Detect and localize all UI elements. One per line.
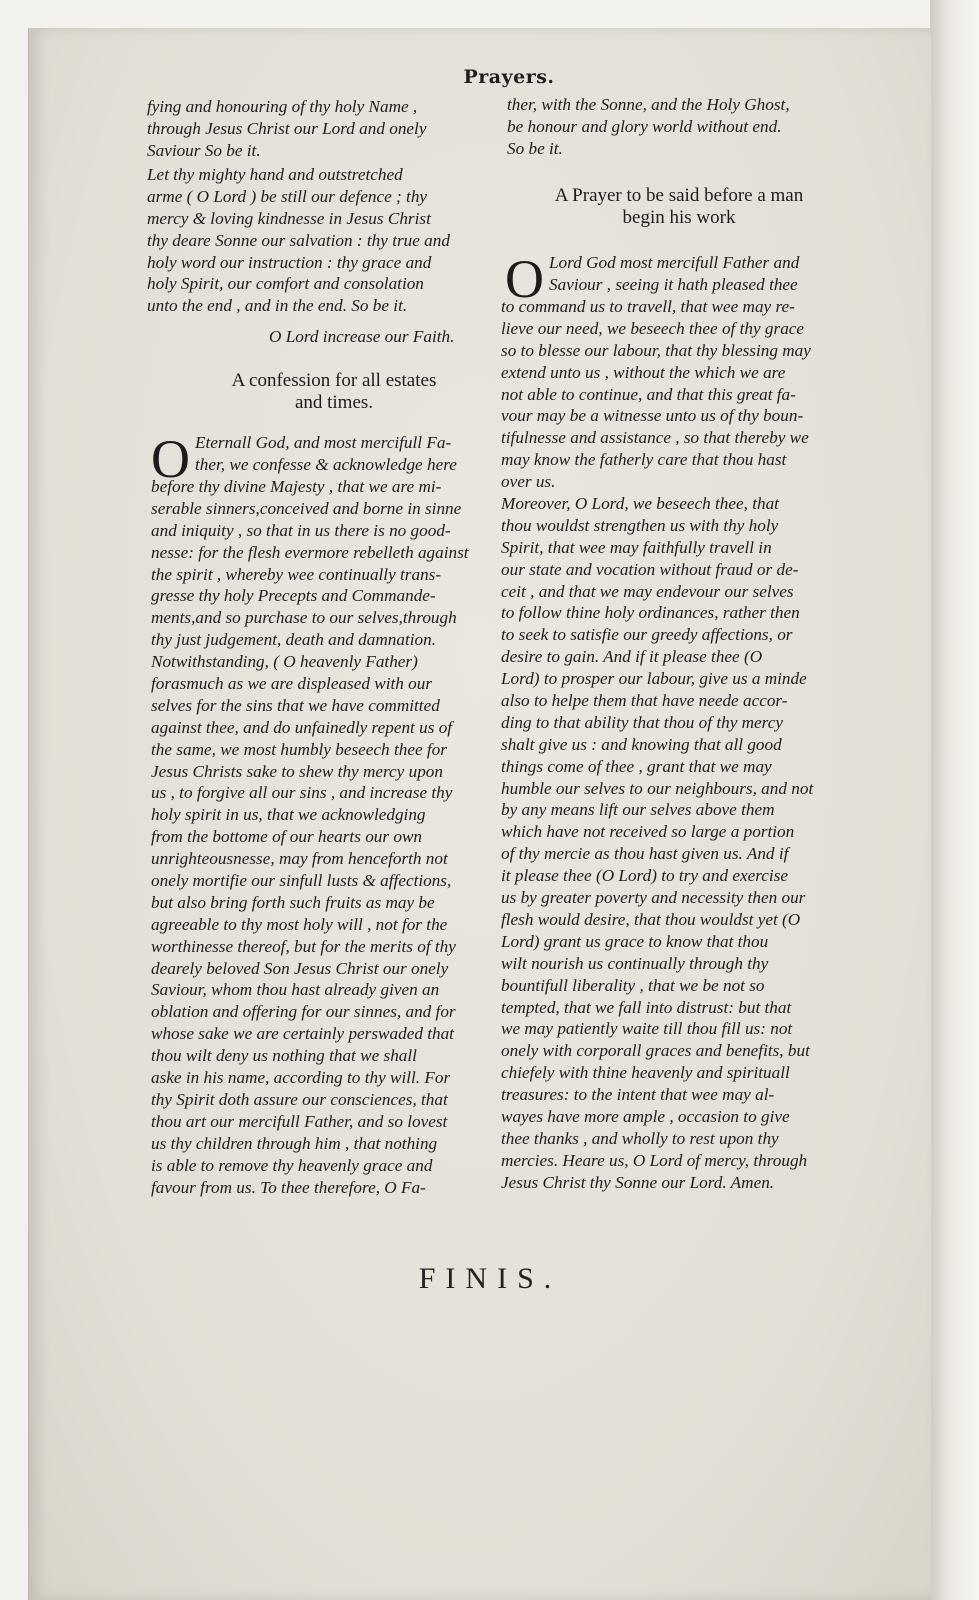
left-signoff: O Lord increase our Faith. bbox=[269, 327, 455, 346]
text-line: us , to forgive all our sins , and increase thy bbox=[151, 783, 453, 803]
text-line: selves for the sins that we have committed bbox=[151, 695, 440, 715]
text-line: unrighteousnesse, may from henceforth not bbox=[151, 849, 448, 869]
text-line: Spirit, that wee may faithfully travell in bbox=[501, 537, 772, 557]
text-line: nesse: for the flesh evermore rebelleth against bbox=[151, 542, 469, 562]
text-line: Jesus Christ thy Sonne our Lord. Amen. bbox=[501, 1172, 775, 1192]
text-line: by any means lift our selves above them bbox=[501, 800, 775, 820]
text-line: Saviour, whom thou hast already given an bbox=[151, 980, 440, 1000]
finis: FINIS. bbox=[418, 1262, 562, 1295]
text-line: desire to gain. And if it please thee (O bbox=[501, 647, 763, 667]
text-line: thy Spirit doth assure our consciences, that bbox=[151, 1089, 448, 1109]
text-line: fying and honouring of thy holy Name , bbox=[147, 97, 418, 116]
right-dropcap-lines bbox=[549, 252, 859, 296]
text-line: our state and vocation without fraud or de- bbox=[501, 559, 799, 579]
text-line: serable sinners,conceived and borne in sinne bbox=[151, 498, 462, 518]
text-line: ceit , and that we may endevour our selves bbox=[501, 581, 794, 601]
text-line: it please thee (O Lord) to try and exercise bbox=[501, 866, 789, 886]
text-line: to seek to satisfie our greedy affections, or bbox=[501, 625, 793, 645]
text-line: Jesus Christs sake to shew thy mercy upon bbox=[151, 761, 443, 781]
text-line: aske in his name, according to thy will. For bbox=[151, 1068, 451, 1088]
text-line: the same, we most humbly beseech thee for bbox=[151, 739, 447, 759]
text-line: things come of thee , grant that we may bbox=[501, 756, 772, 776]
text-line: us thy children through him , that nothing bbox=[151, 1133, 438, 1153]
text-line: arme ( O Lord ) be still our defence ; thy bbox=[147, 186, 428, 206]
left-dropcap-lines bbox=[195, 432, 507, 476]
text-line: so to blesse our labour, that thy blessing may bbox=[501, 340, 811, 360]
text-line: chiefely with thine heavenly and spirituall bbox=[501, 1063, 790, 1083]
text-line: wayes have more ample , occasion to give bbox=[501, 1106, 790, 1126]
left-heading-line: and times. bbox=[294, 391, 374, 413]
left-heading-line: A confession for all estates bbox=[231, 370, 437, 391]
text-line: to follow thine holy ordinances, rather then bbox=[501, 603, 800, 623]
text-line: thy just judgement, death and damnation. bbox=[151, 630, 436, 650]
text-line: onely with corporall graces and benefits, but bbox=[501, 1041, 810, 1061]
text-line: Lord God most mercifull Father and bbox=[549, 253, 800, 272]
right-column-prayer bbox=[501, 296, 859, 1194]
text-line: treasures: to the intent that wee may al- bbox=[501, 1085, 775, 1105]
text-line: ding to that ability that thou of thy mercy bbox=[501, 712, 783, 732]
text-line: through Jesus Christ our Lord and onely bbox=[147, 118, 427, 138]
text-line: to command us to travell, that wee may re- bbox=[501, 297, 795, 316]
book-edge bbox=[930, 0, 979, 1600]
book-page bbox=[28, 28, 931, 1600]
text-line: before thy divine Majesty , that we are mi- bbox=[151, 477, 442, 496]
right-heading bbox=[519, 184, 839, 228]
text-line: we may patiently waite till thou fill us: not bbox=[501, 1019, 793, 1039]
text-line: Notwithstanding, ( O heavenly Father) bbox=[151, 652, 418, 672]
text-line: whose sake we are certainly perswaded that bbox=[151, 1024, 454, 1044]
text-line: holy word our instruction : thy grace and bbox=[147, 252, 432, 272]
text-line: but also bring forth such fruits as may be bbox=[151, 892, 435, 912]
text-line: may know the fatherly care that thou hast bbox=[501, 450, 787, 470]
text-line: vour may be a witnesse unto us of thy boun- bbox=[501, 406, 804, 426]
text-line: favour from us. To thee therefore, O Fa- bbox=[151, 1177, 426, 1197]
text-line: thy deare Sonne our salvation : thy true and bbox=[147, 230, 450, 250]
text-line: ther, with the Sonne, and the Holy Ghost, bbox=[507, 95, 790, 114]
text-line: dearely beloved Son Jesus Christ our onely bbox=[151, 958, 449, 978]
text-line: gresse thy holy Precepts and Commande- bbox=[151, 586, 436, 606]
text-line: thou wouldst strengthen us with thy holy bbox=[501, 515, 779, 535]
text-line: unto the end , and in the end. So be it. bbox=[147, 296, 408, 316]
text-line: also to helpe them that have neede accor- bbox=[501, 691, 788, 711]
text-line: onely mortifie our sinfull lusts & affections, bbox=[151, 871, 452, 891]
text-line: ments,and so purchase to our selves,through bbox=[151, 608, 457, 628]
left-dropcap: O bbox=[151, 429, 190, 489]
text-line: thou wilt deny us nothing that we shall bbox=[151, 1046, 417, 1066]
text-line: worthinesse thereof, but for the merits of thy bbox=[151, 936, 456, 956]
text-line: thee thanks , and wholly to rest upon thy bbox=[501, 1128, 779, 1148]
text-line: tempted, that we fall into distrust: but that bbox=[501, 997, 792, 1017]
text-line: Saviour So be it. bbox=[147, 140, 261, 160]
text-line: which have not received so large a portion bbox=[501, 822, 795, 842]
text-line: mercy & loving kindnesse in Jesus Christ bbox=[147, 208, 431, 228]
text-line: Lord) to prosper our labour, give us a minde bbox=[501, 669, 807, 689]
text-line: humble our selves to our neighbours, and not bbox=[501, 778, 814, 798]
left-column-confession bbox=[151, 476, 507, 1198]
top-right-text bbox=[507, 94, 857, 160]
text-line: thou art our mercifull Father, and so lovest bbox=[151, 1111, 448, 1131]
text-line: holy Spirit, our comfort and consolation bbox=[147, 274, 424, 294]
text-line: over us. bbox=[501, 472, 556, 492]
text-line: and iniquity , so that in us there is no good- bbox=[151, 520, 451, 540]
text-line: wilt nourish us continually through thy bbox=[501, 953, 769, 973]
text-line: lieve our need, we beseech thee of thy grace bbox=[501, 318, 805, 338]
text-line: extend unto us , without the which we are bbox=[501, 362, 786, 382]
text-line: Eternall God, and most mercifull Fa- bbox=[195, 433, 452, 452]
text-line: the spirit , whereby wee continually trans- bbox=[151, 564, 442, 584]
text-line: flesh would desire, that thou wouldst yet (O bbox=[501, 909, 801, 929]
right-heading-line: begin his work bbox=[622, 206, 736, 228]
text-line: holy spirit in us, that we acknowledging bbox=[151, 805, 426, 825]
text-line: tifulnesse and assistance , so that thereby we bbox=[501, 428, 809, 448]
text-line: be honour and glory world without end. bbox=[507, 116, 782, 136]
right-heading-line: A Prayer to be said before a man bbox=[554, 185, 804, 206]
text-line: of thy mercie as thou hast given us. And if bbox=[501, 844, 789, 864]
text-line: mercies. Heare us, O Lord of mercy, through bbox=[501, 1150, 808, 1170]
left-column-prayer-end bbox=[147, 164, 507, 317]
text-line: not able to continue, and that this great fa- bbox=[501, 384, 796, 404]
running-head: Prayers. bbox=[463, 66, 555, 88]
text-line: So be it. bbox=[507, 138, 563, 158]
top-left-text bbox=[147, 96, 507, 162]
text-line: from the bottome of our hearts our own bbox=[151, 827, 423, 847]
text-line: oblation and offering for our sinnes, and for bbox=[151, 1002, 456, 1022]
text-line: Moreover, O Lord, we beseech thee, that bbox=[501, 494, 779, 514]
text-line: Saviour , seeing it hath pleased thee bbox=[549, 274, 798, 294]
left-heading bbox=[179, 369, 489, 413]
text-line: shalt give us : and knowing that all good bbox=[501, 734, 782, 754]
text-line: Lord) grant us grace to know that thou bbox=[501, 931, 769, 951]
text-line: Let thy mighty hand and outstretched bbox=[147, 165, 403, 184]
text-line: agreeable to thy most holy will , not for the bbox=[151, 914, 448, 934]
text-line: is able to remove thy heavenly grace and bbox=[151, 1155, 433, 1175]
text-line: bountifull liberality , that we be not so bbox=[501, 975, 765, 995]
text-line: against thee, and do unfainedly repent us of bbox=[151, 717, 453, 737]
text-line: ther, we confesse & acknowledge here bbox=[195, 454, 457, 474]
text-line: forasmuch as we are displeased with our bbox=[151, 674, 433, 694]
right-dropcap: O bbox=[505, 249, 544, 309]
text-line: us by greater poverty and necessity then our bbox=[501, 888, 806, 908]
